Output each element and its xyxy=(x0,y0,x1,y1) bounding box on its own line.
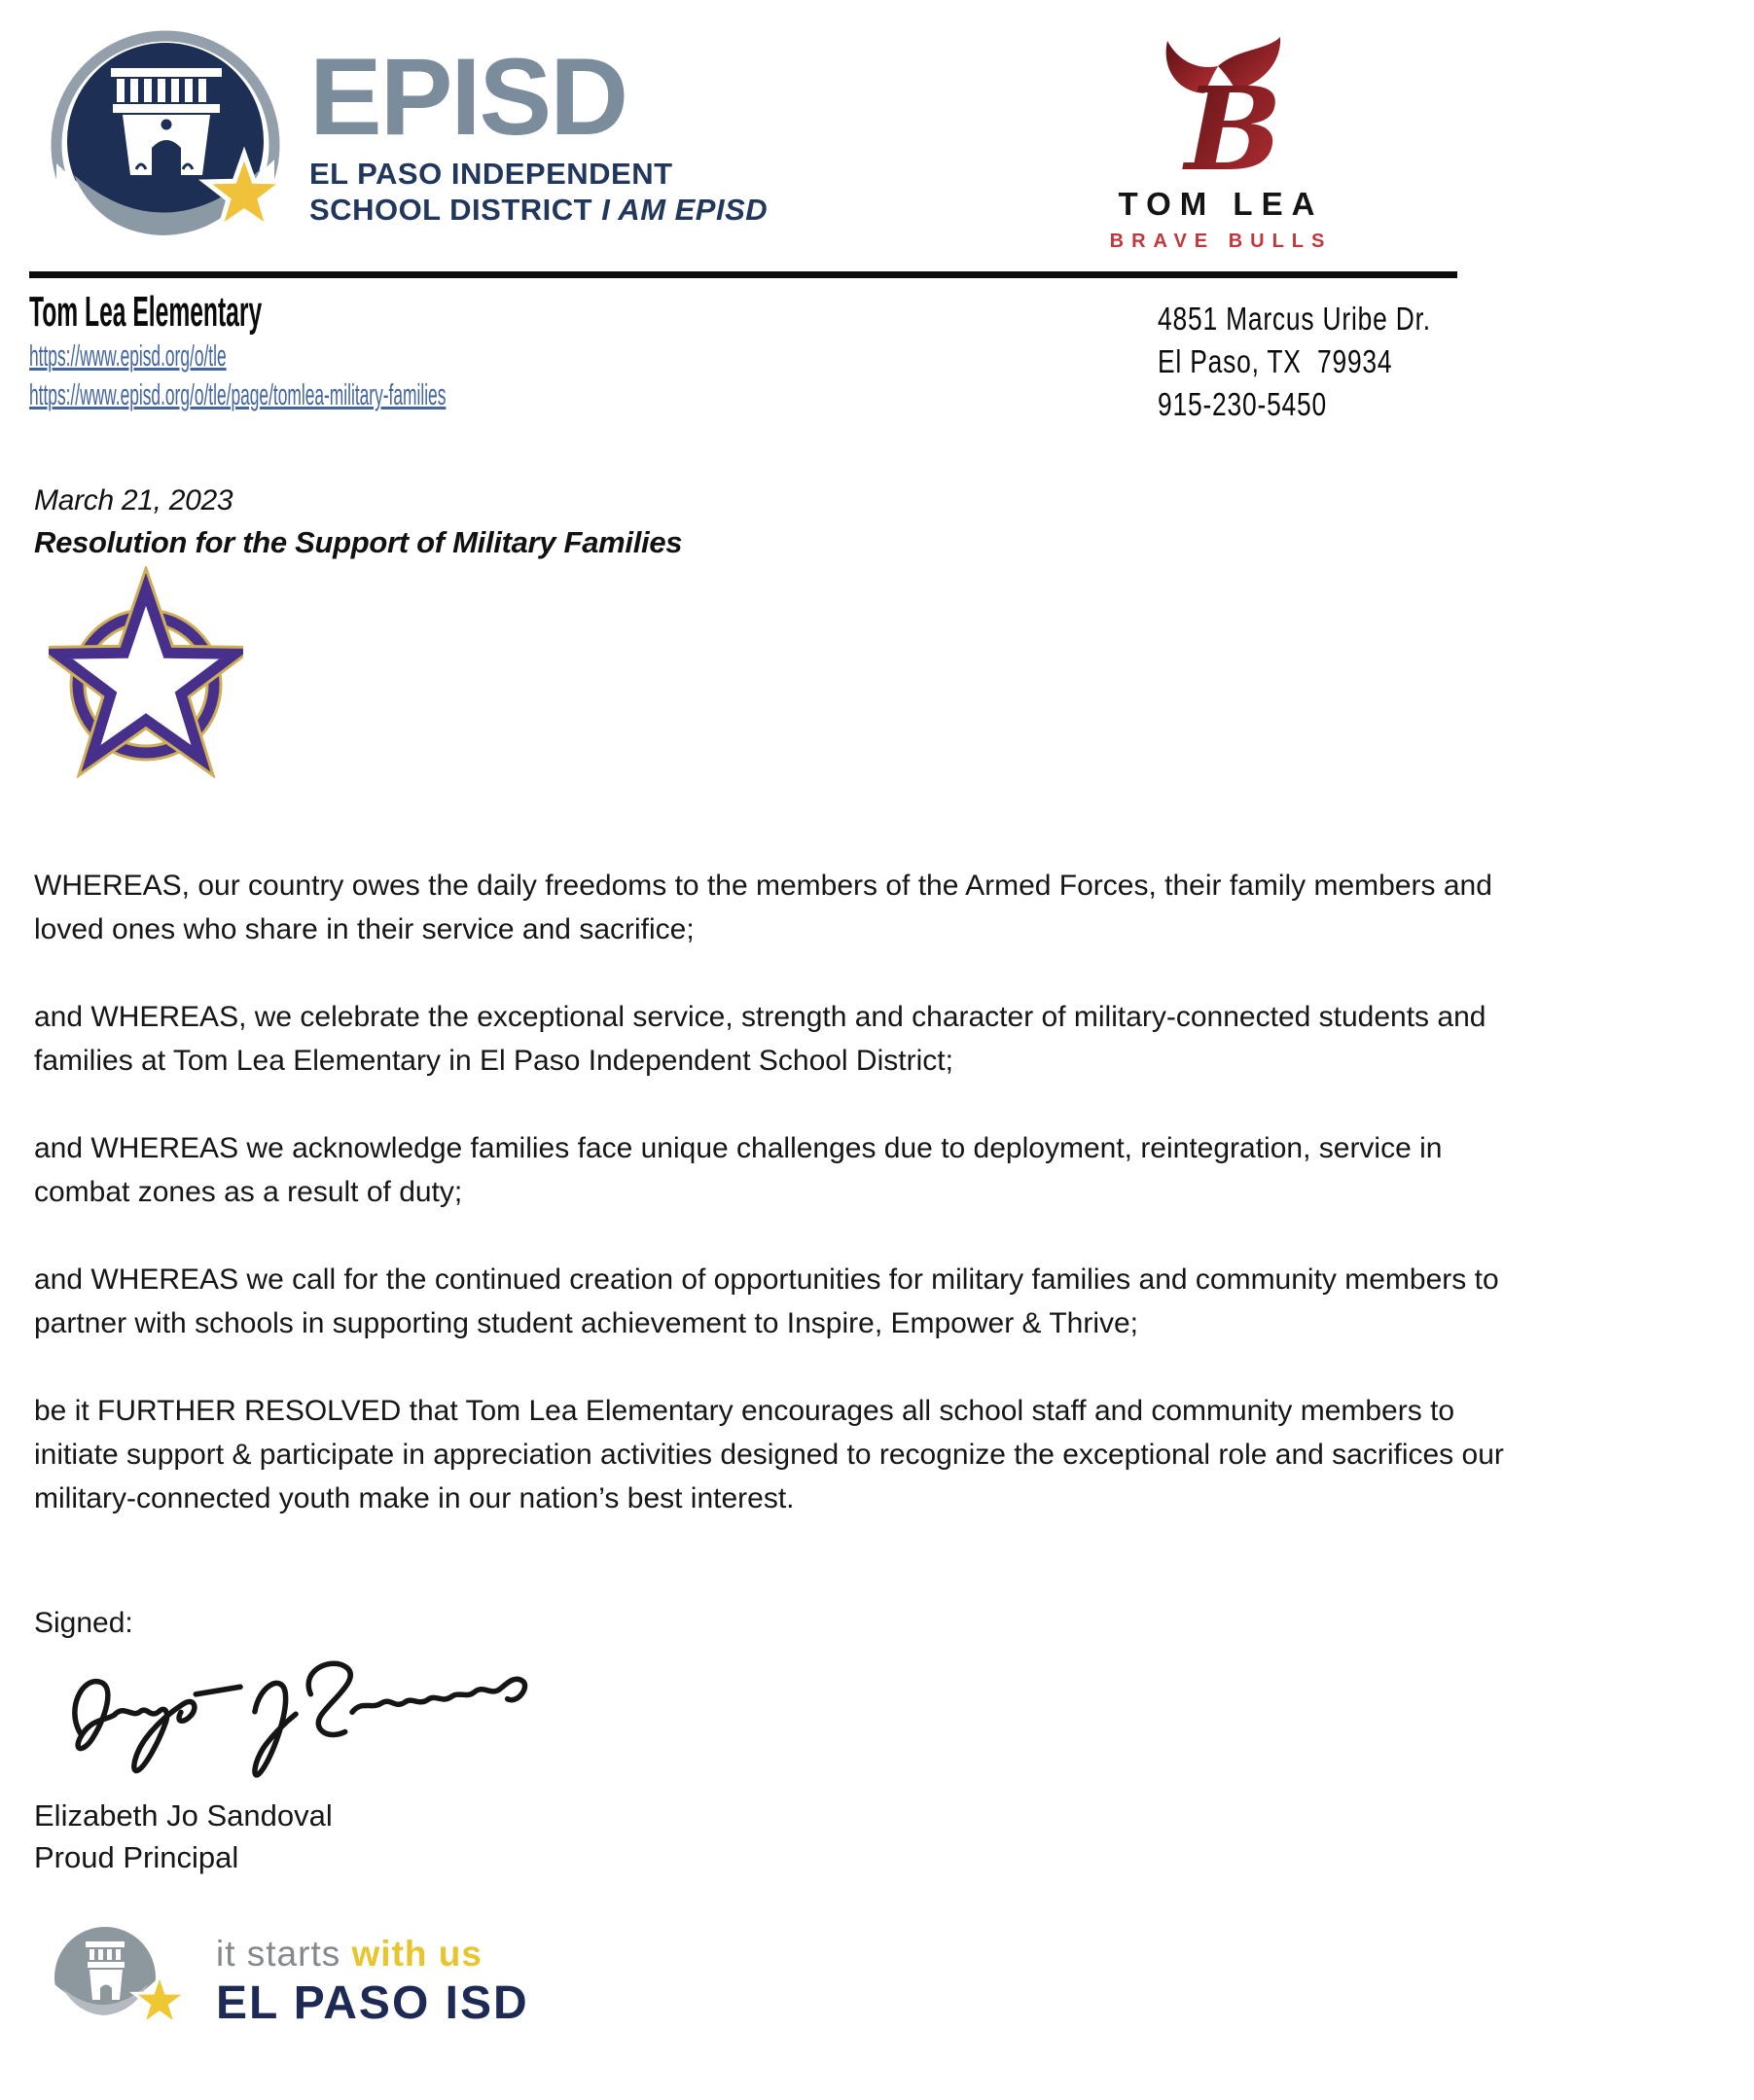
episd-wordmark-line1: EL PASO INDEPENDENT xyxy=(309,157,673,191)
letter-body xyxy=(34,864,1522,1564)
bull-b-letter: B xyxy=(1185,61,1282,179)
military-star-icon xyxy=(49,566,243,778)
whereas-paragraph-3: and WHEREAS we acknowledge families face unique challenges due to deployment, reintegration, service in combat zones as a result of duty; xyxy=(34,1132,1443,1208)
tomlea-logo xyxy=(1070,33,1372,253)
signature-image xyxy=(49,1641,558,1785)
footer-district-name: EL PASO ISD xyxy=(216,1976,529,2029)
school-address xyxy=(1158,298,1499,426)
episd-seal-icon xyxy=(35,27,300,267)
signer-block xyxy=(34,1795,333,1878)
whereas-paragraph-4: and WHEREAS we call for the continued creation of opportunities for military families and community members to partner with schools in supporting student achievement to Inspire, Empower & Thrive; xyxy=(34,1264,1499,1339)
school-website-link[interactable]: https://www.episd.org/o/tle xyxy=(29,338,227,373)
episd-wordmark-line2-text: SCHOOL DISTRICT xyxy=(309,193,593,227)
school-name: Tom Lea Elementary xyxy=(29,288,263,336)
address-line-2: El Paso, TX 79934 xyxy=(1158,343,1393,379)
footer-tagline-start: it starts xyxy=(216,1933,352,1974)
header-divider xyxy=(29,271,1457,278)
signer-name: Elizabeth Jo Sandoval xyxy=(34,1798,333,1833)
letter-date: March 21, 2023 xyxy=(34,484,233,516)
i-am-episd-text: I AM EPISD xyxy=(601,193,769,227)
footer-text xyxy=(216,1934,529,2030)
episd-wordmark xyxy=(309,36,769,228)
episd-wordmark-line2 xyxy=(309,192,768,228)
military-families-page-link[interactable]: https://www.episd.org/o/tle/page/tomlea-military-families xyxy=(29,377,447,411)
letter-title: Resolution for the Support of Military Families xyxy=(34,525,683,559)
address-line-1: 4851 Marcus Uribe Dr. xyxy=(1158,301,1431,337)
whereas-paragraph-2: and WHEREAS, we celebrate the exceptional service, strength and character of military-connected students and families at Tom Lea Elementary in El Paso Independent School District; xyxy=(34,1001,1486,1077)
bull-b-icon xyxy=(1128,33,1313,179)
school-info xyxy=(29,288,773,414)
tomlea-logo-tagline: BRAVE BULLS xyxy=(1109,231,1333,252)
tomlea-logo-name: TOM LEA xyxy=(1118,186,1324,222)
signer-title: Proud Principal xyxy=(34,1840,239,1874)
episd-footer-seal-icon xyxy=(45,1924,191,2039)
signed-label: Signed: xyxy=(34,1607,133,1639)
episd-acronym: EPISD xyxy=(309,36,627,158)
whereas-paragraph-1: WHEREAS, our country owes the daily freedoms to the members of the Armed Forces, their family members and loved ones who share in their service and sacrifice; xyxy=(34,870,1492,945)
footer-tagline xyxy=(216,1934,529,1975)
phone-number: 915-230-5450 xyxy=(1158,386,1328,422)
footer-brand xyxy=(45,1924,529,2039)
footer-tagline-accent: with us xyxy=(351,1933,483,1974)
resolved-paragraph: be it FURTHER RESOLVED that Tom Lea Elementary encourages all school staff and community members to initiate support & participate in appreciation activities designed to recognize the exceptional role and sacrifices our military-connected youth make in our nation’s best interest. xyxy=(34,1395,1504,1514)
